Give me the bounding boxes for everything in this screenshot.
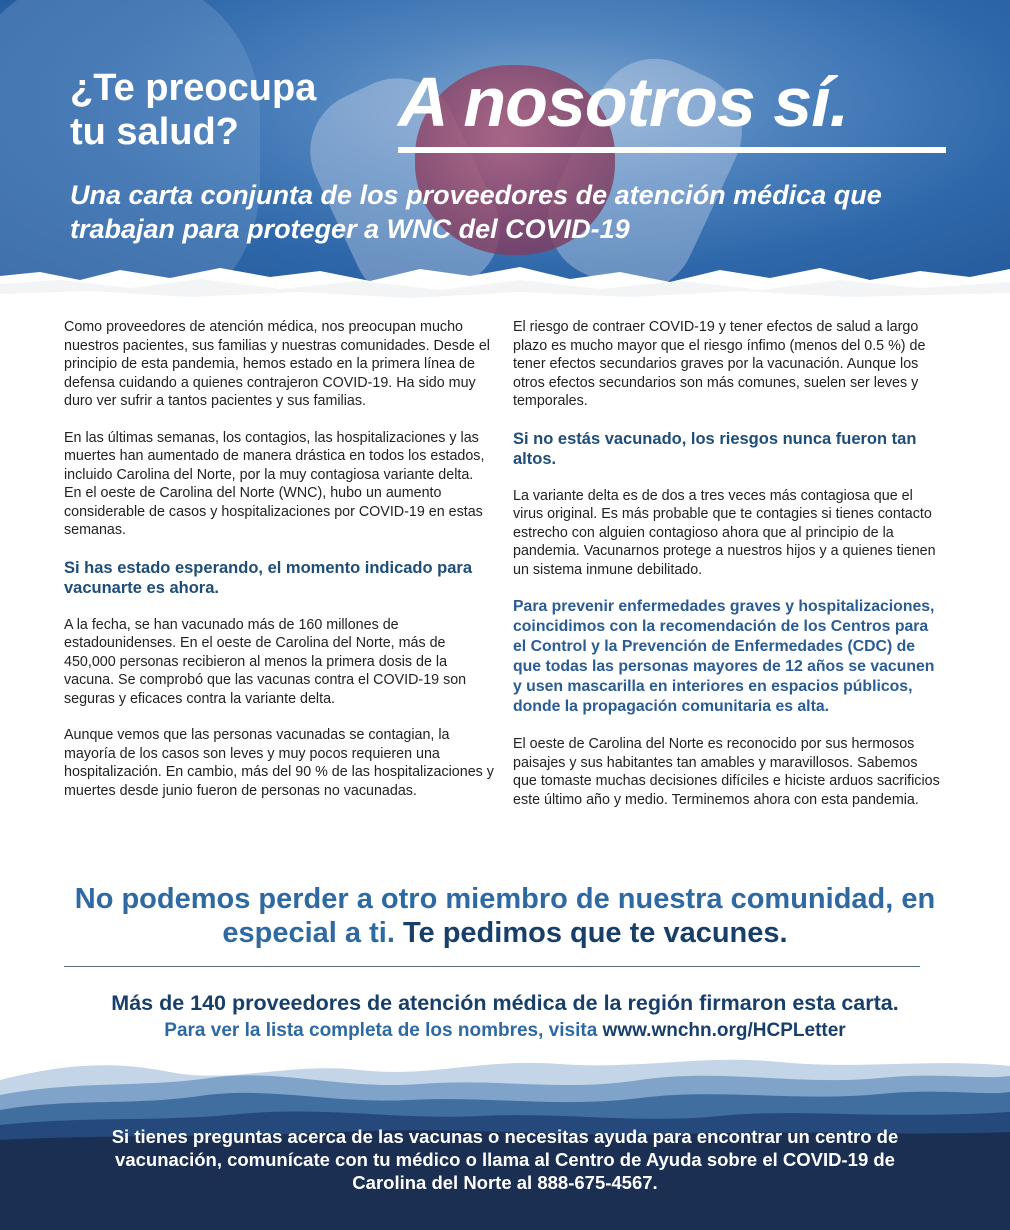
left-paragraph-4: Aunque vemos que las personas vacunadas se contagian, la mayoría de los casos son leves y muy pocos requieren una hospitalización. En cambio, más del 90 % de las hospitalizaciones y muertes desde junio fueron de personas no vacunadas. (64, 727, 494, 799)
footer-help-text: Si tienes preguntas acerca de las vacunas o necesitas ayuda para encontrar un centro de vacunación, comunícate con tu médico o llama al Centro de Ayuda sobre el COVID-19 de Carolina del Norte al 888-675-4567. (111, 1126, 899, 1193)
subtitle: Una carta conjunta de los proveedores de atención médica que trabajan para proteger a WNC del COVID-19 (70, 180, 882, 244)
right-heading-risks: Si no estás vacunado, los riesgos nunca fueron tan altos. (513, 429, 917, 468)
right-paragraph-2: La variante delta es de dos a tres veces más contagiosa que el virus original. Es más probable que te contagies si tienes contacto estrecho con alguien contagioso ahora que al principio de la pandemia. Vacunarnos protege a nuestros hijos y a quienes tienen un sistema inmune debilitado. (513, 487, 936, 578)
visit-text: Para ver la lista completa de los nombres, visita (164, 1020, 598, 1041)
left-paragraph-2: En las últimas semanas, los contagios, las hospitalizaciones y las muertes han aumentado de manera drástica en todos los estados, incluido Carolina del Norte, por la muy contagiosa variante delta. En el oeste de Carolina del Norte (WNC), hubo un aumento considerable de casos y hospitalizaciones por COVID-19 en estas semanas. (64, 429, 485, 538)
left-paragraph-3: A la fecha, se han vacunado más de 160 millones de estadounidenses. En el oeste de Carolina del Norte, más de 450,000 personas recibieron al menos la primera dosis de la vacuna. Se comprobó que las vacunas contra el COVID-19 son seguras y eficaces contra la variante delta. (64, 616, 467, 707)
right-paragraph-3: El oeste de Carolina del Norte es reconocido por sus hermosos paisajes y sus habitantes tan amables y maravillosos. Sabemos que tomaste muchas decisiones difíciles e hiciste arduos sacrificios este último año y medio. Terminemos ahora con esta pandemia. (513, 736, 940, 808)
call-to-action (40, 882, 970, 950)
cta-part-2: Te pedimos que te vacunes. (402, 917, 788, 949)
divider (64, 966, 920, 967)
left-heading-vaccinate-now: Si has estado esperando, el momento indicado para vacunarte es ahora. (64, 558, 473, 597)
letter-url-link[interactable]: www.wnchn.org/HCPLetter (602, 1020, 846, 1041)
signatures-line: Más de 140 proveedores de atención médica de la región firmaron esta carta. (111, 991, 899, 1015)
question-line-1: ¿Te preocupa (70, 67, 317, 109)
left-paragraph-1: Como proveedores de atención médica, nos preocupan mucho nuestros pacientes, sus familias y nuestras comunidades. Desde el principio de esta pandemia, hemos estado en la primera línea de defensa cuidando a quienes contrajeron COVID-19. Ha sido muy duro ver sufrir a tantos pacientes y sus familias. (64, 319, 490, 409)
headline-underline (398, 147, 946, 153)
headline: A nosotros sí. (398, 63, 849, 141)
right-paragraph-1: El riesgo de contraer COVID-19 y tener efectos de salud a largo plazo es mucho mayor que el riesgo ínfimo (menos del 0.5 %) de tener efectos secundarios graves por la vacunación. Aunque los otros efectos secundarios son más comunes, suelen ser leves y temporales. (513, 319, 926, 409)
right-column (513, 318, 945, 827)
cta-part-1: No podemos perder a otro miembro de nuestra comunidad, en especial a ti. (74, 883, 936, 949)
question-title (70, 66, 316, 154)
question-line-2: tu salud? (70, 111, 239, 153)
left-column (64, 318, 494, 818)
right-heading-cdc-recommendation: Para prevenir enfermedades graves y hospitalizaciones, coincidimos con la recomendación de los Centros para el Control y la Prevención de Enfermedades (CDC) de que todas las personas mayores de 12 años se vacunen y usen mascarilla en interiores en espacios públicos, donde la propagación comunitaria es alta. (513, 598, 935, 715)
torn-paper-edge (0, 262, 1010, 312)
